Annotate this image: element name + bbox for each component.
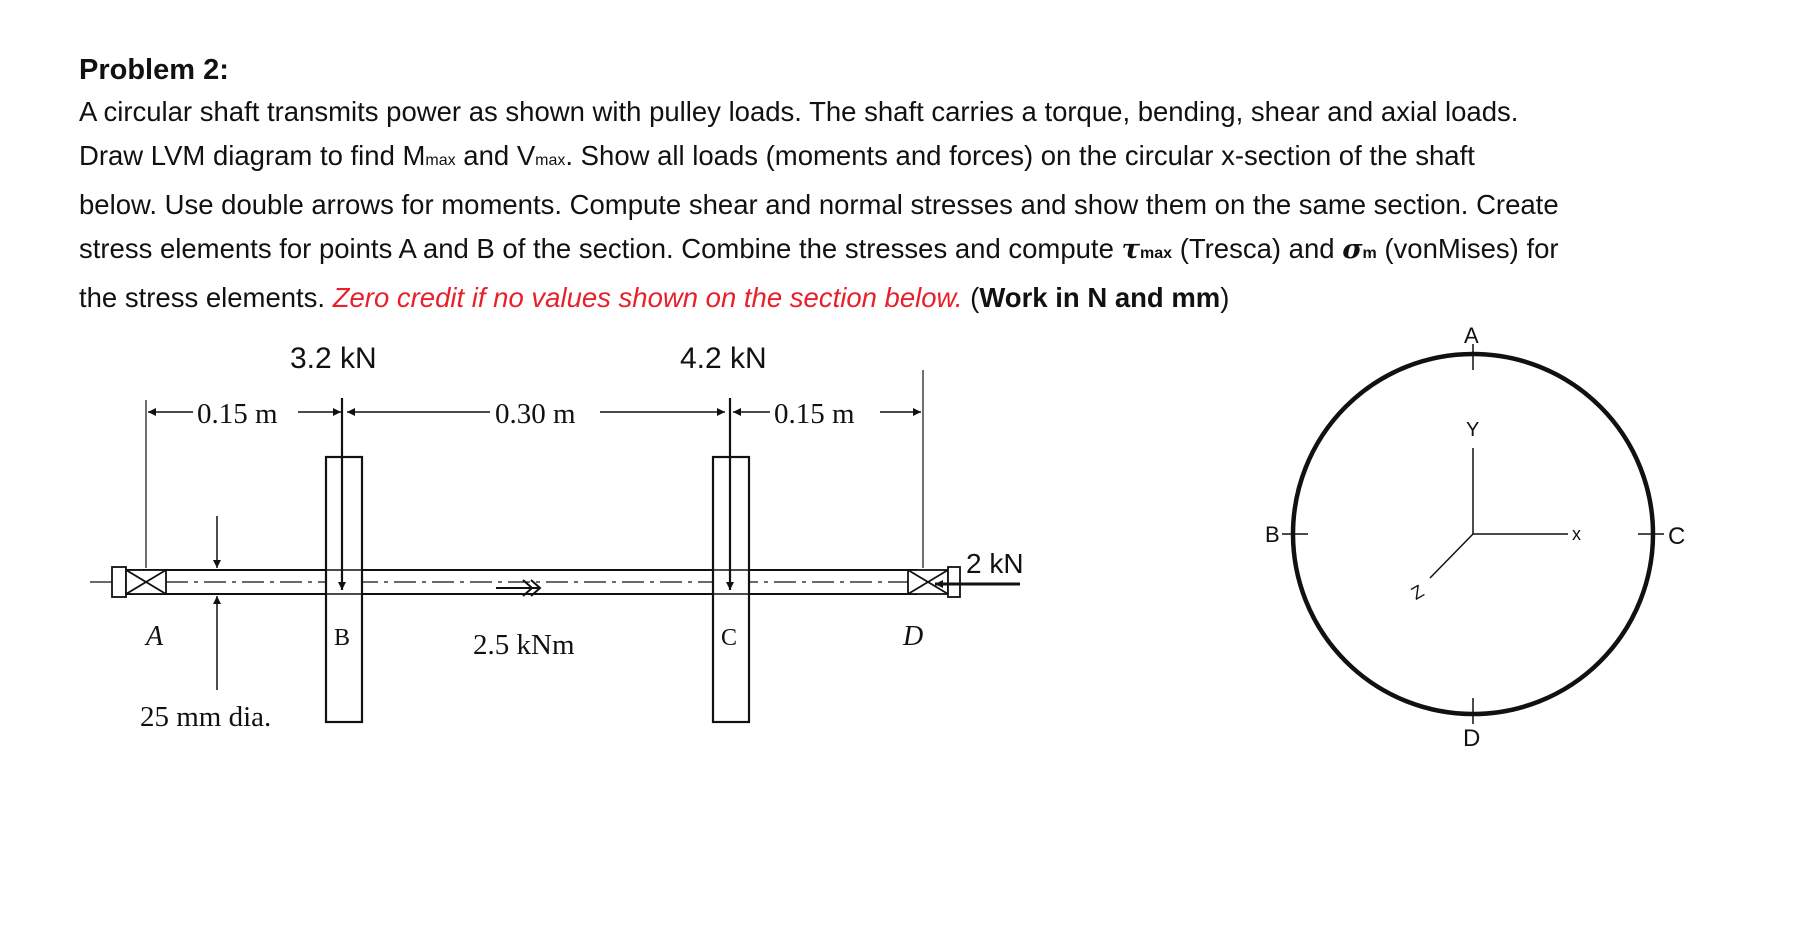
torque-label: 2.5 kNm [473,629,575,661]
sigma-symbol: σ [1342,233,1363,265]
problem-line-2c: . Show all loads (moments and forces) on the circular x-section of the shaft [565,140,1475,171]
tau-symbol: τ [1121,233,1141,265]
point-label-b: B [334,625,351,651]
section-point-a: A [1464,323,1479,348]
pulley-b [326,457,362,722]
problem-line-4b: (Tresca) and [1172,233,1343,264]
section-point-c: C [1668,523,1686,550]
bearing-a [112,567,166,597]
problem-line-2b: and V [455,140,536,171]
dimension-label-cd: 0.15 m [774,398,855,430]
shaft-labels [140,342,1024,733]
bearing-d [908,567,960,597]
section-point-b: B [1265,522,1280,547]
tau-subscript: max [1140,245,1173,262]
point-label-c: C [721,625,738,651]
axis-label-y: Y [1466,419,1480,441]
dimension-label-bc: 0.30 m [495,398,576,430]
cross-section [1282,344,1664,724]
max-subscript: max [535,152,566,169]
section-labels [1265,323,1685,752]
problem-line-3: below. Use double arrows for moments. Compute shear and normal stresses and show them on the same section. Create [79,189,1559,220]
axial-load-label: 2 kN [966,548,1024,579]
axis-label-z: Z [1407,580,1428,604]
load-label-c: 4.2 kN [680,342,767,375]
problem-title: Problem 2: [79,54,229,86]
problem-line-1: A circular shaft transmits power as shown with pulley loads. The shaft carries a torque, bending, shear and axial loads. [79,96,1519,127]
z-axis [1430,534,1473,578]
units-note: Work in N and mm [979,282,1221,313]
problem-line-5b: ( [962,282,980,313]
problem-line-5a: the stress elements. [79,282,333,313]
problem-line-2a: Draw LVM diagram to find M [79,140,426,171]
load-label-b: 3.2 kN [290,342,377,375]
problem-line-4c: (vonMises) for [1376,233,1559,264]
diameter-label: 25 mm dia. [140,701,272,733]
point-label-a: A [146,621,164,652]
max-subscript: max [425,152,456,169]
axis-label-x: x [1572,524,1581,544]
section-point-d: D [1463,725,1481,752]
problem-line-4a: stress elements for points A and B of the section. Combine the stresses and compute [79,233,1122,264]
sigma-subscript: m [1362,245,1377,262]
problem-line-5c: ) [1220,282,1230,313]
point-label-d: D [903,621,924,652]
zero-credit-warning: Zero credit if no values shown on the section below. [332,282,963,313]
dimension-label-ab: 0.15 m [197,398,278,430]
